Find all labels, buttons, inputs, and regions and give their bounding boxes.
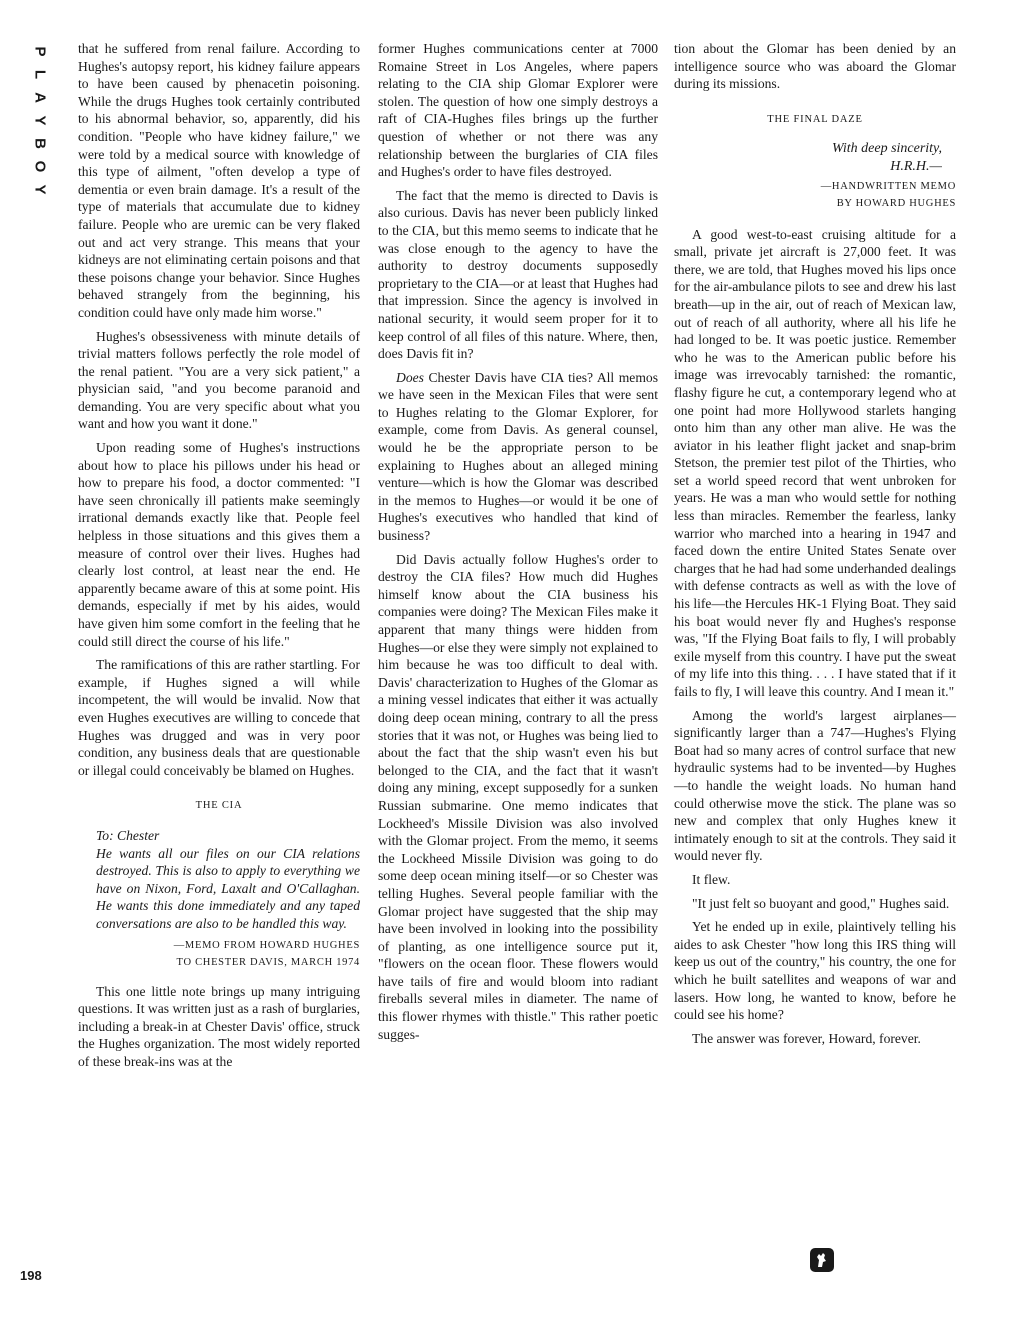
paragraph: The ramifications of this are rather startling. For example, if Hughes signed a will while incompetent, the will would be invalid. Now that even Hughes executives are willing to concede that Hughes was drugged and was in very poor condition, any business deals that are questionable or illegal could conceivably be blamed on Hughes. xyxy=(78,657,360,778)
paragraph: Hughes's obsessiveness with minute details of trivial matters follows perfectly the role model of the renal patient. "You are a very sick patient," a physician said, "and you become paranoid and demanding. You are very specific about what you want and how you want it done." xyxy=(78,328,360,432)
memo-attribution: —MEMO FROM HOWARD HUGHES TO CHESTER DAVIS, MARCH 1974 xyxy=(173,939,360,968)
page-number: 198 xyxy=(20,1268,42,1283)
paragraph: Yet he ended up in exile, plaintively telling his aides to ask Chester "how long this IRS thing will keep us out of the country," his country, the one for which he built satellites and weapons of war and lasers. How long, he wanted to know, before he could see his home? xyxy=(674,919,956,1023)
paragraph: A good west-to-east cruising altitude for a small, private jet aircraft is 27,000 feet. It was there, we are told, that Hughes moved his lips once for the air-ambulance pilots to see and drew his last breath—up in the air, out of reach of Mexican law, out of reach of all authority, where all his life he had longed to be. It was poetic justice. Remember who he was to the American public before his image was irrevocably tarnished: the romantic, flashy figure he cut, a contemporary legend who at one point had more Hollywood starlets hanging onto him than any other man alive. He was the aviator in his leather flight jacket and snap-brim Stetson, the premier test pilot of the Thirties, who set a world speed record that went unbroken for years. He was a man who would settle for nothing less than miracles. Remember the fearless, lanky warrior who marched into a hearing in 1947 and faced down the entire United States Senate over charges that he had had some underhanded dealings with defense contracts as well as with the love of his life—the Hercules HK-1 Flying Boat. They said his boat would never fly and Hughes's response was, "If the Flying Boat fails to fly, I will probably exile myself from this country. I have put the sweat of my life into this thing. . . . I have stated that if it fails to fly, I will leave this country. And I mean it." xyxy=(674,226,956,699)
section-heading: THE FINAL DAZE xyxy=(767,113,863,125)
column-1 xyxy=(78,40,360,1070)
memo-quote: He wants all our files on our CIA relations destroyed. This is also to apply to everything we have on Nixon, Ford, Laxalt and O'Callaghan. He wants this done immediately and any taped conversations are also to be handled this way. xyxy=(96,845,360,931)
paragraph: This one little note brings up many intriguing questions. It was written just as a rash of burglaries, including a break-in at Chester Davis' office, struck the Hughes organization. The most widely reported of these break-ins was at the xyxy=(78,983,360,1069)
paragraph: Does Chester Davis have CIA ties? All memos we have seen in the Mexican Files that were sent to Hughes relating to the Glomar Explorer, for example, come from Davis. As general counsel, would he be the appropriate person to be explaining to Hughes about an alleged mining venture—which is how the Glomar was described in the memos to Hughes—or would it be one of Hughes's executives who handled that kind of business? xyxy=(378,369,658,544)
memo-salutation: To: Chester xyxy=(96,827,160,843)
paragraph: that he suffered from renal failure. According to Hughes's autopsy report, his kidney failure appears to have been caused by phenacetin poisoning. While the drugs Hughes took certainly contributed to his abnormal behavior, so, apparently, did his condition. "People who have kidney failure," we were told by a medical source with knowledge of this type of ailment, "often develop a type of dementia or even brain damage. It's a result of the type of materials that accumulate due to kidney failure. People who are uremic can be very flaked out and act very strange. This means that your kidneys are not eliminating certain poisons and that these poisons change your behavior. Since Hughes behaved strangely from the beginning, his condition could have only made him worse." xyxy=(78,41,360,320)
paragraph: "It just felt so buoyant and good," Hughes said. xyxy=(692,895,950,911)
paragraph: Upon reading some of Hughes's instructions about how to place his pillows under his head or how to prepare his food, a doctor commented: "I have seen chronically ill patients make seemingly irrational demands exactly like that. People feel helpless in those situations and this gives them a measure of control over their lives. Hughes had clearly lost control, at least near the end. He apparently became aware of this at some point. His demands, especially if met by his aides, would have given him some comfort in the feeling that he could still direct the course of his life." xyxy=(78,440,360,649)
paragraph: The answer was forever, Howard, forever. xyxy=(692,1030,921,1046)
epigraph-attribution: —HANDWRITTEN MEMO BY HOWARD HUGHES xyxy=(820,180,956,209)
paragraph: Did Davis actually follow Hughes's order to destroy the CIA files? How much did Hughes himself know about the CIA business his companies were doing? The Mexican Files make it apparent that many things were hidden from Hughes—or else they were simply not explained to him because he was too difficult to deal with. Davis' characterization to Hughes of the Glomar as a mining vessel indicates that either it was actually doing deep ocean mining, contrary to all the press stories that it was not, or Hughes was being lied to about the fact that the ship wasn't even his but belonged to the CIA, and the fact that it wasn't doing any mining, except supposedly for a sunken Russian submarine. One memo indicates that Lockheed's Missile Division was also involved with the Glomar project. From the memo, it seems the Lockheed Missile Division was going to do some deep ocean mining itself—or so Chester was telling Hughes. Several people familiar with the Glomar project have suggested that the ship may have been involved in looking into the possibility of planting, as one intelligence source put it, "flowers on the ocean floor. These flowers would have tails of fire and would bloom into radiant fireballs several miles in diameter. The name of this flower rhymes with thistle." This rather poetic sugges- xyxy=(378,551,658,1042)
epigraph-line: With deep sincerity, xyxy=(831,141,942,157)
column-2 xyxy=(378,40,658,1043)
paragraph: tion about the Glomar has been denied by an intelligence source who was aboard the Glomar during its missions. xyxy=(674,41,956,92)
end-mark-logo-icon xyxy=(810,1248,834,1272)
paragraph: Among the world's largest airplanes—significantly larger than a 747—Hughes's Flying Boat had so many acres of control surface that new hydraulic systems had to be invented—by Hughes—to handle the weight loads. No human hand could otherwise move the stick. The plane was so new and complex that only Hughes knew it intimately enough to sit at the controls. They said it would never fly. xyxy=(674,707,956,864)
paragraph: The fact that the memo is directed to Davis is also curious. Davis has never been publicly linked to the CIA, but this memo seems to indicate that he was close enough to the agency to have the authority to destroy documents supposedly proprietary to the CIA—or at least that Hughes had that impression. Since the agency is involved in national security, it would seem proper for it to keep control of all files of this nature. Where, then, does Davis fit in? xyxy=(378,187,658,362)
magazine-sidebar-label: P L A Y B O Y xyxy=(31,46,49,195)
paragraph: former Hughes communications center at 7000 Romaine Street in Los Angeles, where papers relating to the CIA ship Glomar Explorer were stolen. The question of how one simply destroys a raft of CIA-Hughes files brings up the further question of whether or not there was any relationship between the burglaries of CIA files and Hughes's order to have files destroyed. xyxy=(378,41,658,180)
paragraph: It flew. xyxy=(692,871,731,887)
epigraph-signature: H.R.H.— xyxy=(890,158,942,174)
section-heading: THE CIA xyxy=(195,800,243,812)
column-3 xyxy=(674,40,956,1047)
